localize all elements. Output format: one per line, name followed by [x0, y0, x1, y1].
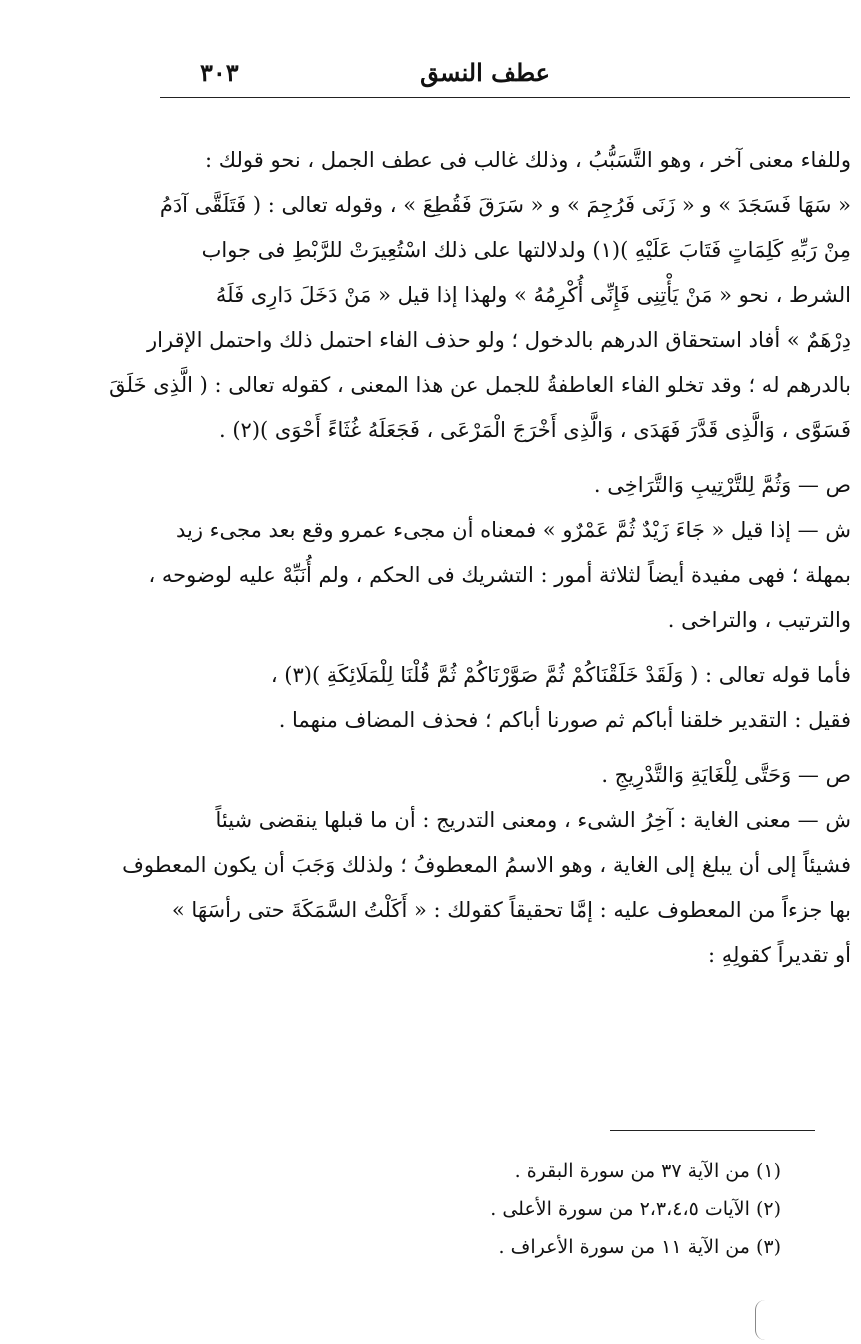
sharh-line: ش — إذا قيل « جَاءَ زَيْدٌ ثُمَّ عَمْرٌو » فمعناه أن مجىء عمرو وقع بعد مجىء زيد — [175, 518, 851, 542]
example-line: فأما قوله تعالى : ( وَلَقَدْ خَلَقْنَاكُمْ ثُمَّ صَوَّرْنَاكُمْ ثُمَّ قُلْنَا لِلْمَلَائِكَةِ )(٣) ، — [270, 663, 851, 687]
footnote-rule — [610, 1130, 815, 1131]
sharh-line: فشيئاً إلى أن يبلغ إلى الغاية ، وهو الاسمُ المعطوفُ ؛ ولذلك وَجَبَ أن يكون المعطوف — [122, 853, 851, 877]
spacer — [21, 453, 851, 463]
example-line: فقيل : التقدير خلقنا أباكم ثم صورنا أباكم ؛ فحذف المضاف منهما . — [278, 708, 851, 732]
text-line: بالدرهم له ؛ وقد تخلو الفاء العاطفةُ للجمل عن هذا المعنى ، كقوله تعالى : ( الَّذِى خَلَقَ — [109, 373, 851, 397]
chapter-title: عطف النسق — [420, 58, 550, 87]
page-edge-mark — [755, 1300, 766, 1340]
text-line: دِرْهَمٌ » أفاد استحقاق الدرهم بالدخول ؛ ولو حذف الفاء احتمل ذلك واحتمل الإقرار — [147, 328, 851, 352]
page-header — [150, 58, 850, 98]
main-text — [21, 138, 851, 978]
spacer — [21, 643, 851, 653]
sharh-line: بها جزءاً من المعطوف عليه : إمَّا تحقيقاً كقولك : « أَكَلْتُ السَّمَكَةَ حتى رأسَهَا » — [171, 898, 851, 922]
footnotes — [81, 1152, 781, 1266]
page-number: ٣٠٣ — [200, 58, 239, 87]
sharh-line: والترتيب ، والتراخى . — [667, 608, 851, 632]
sharh-line: بمهلة ؛ فهى مفيدة أيضاً لثلاثة أمور : التشريك فى الحكم ، ولم أُنَبِّهْ عليه لوضوحه ، — [148, 563, 851, 587]
footnote-1: (١) من الآية ٣٧ من سورة البقرة . — [514, 1160, 781, 1182]
header-rule — [160, 97, 850, 98]
footnote-2: (٢) الآيات ٢،٣،٤،٥ من سورة الأعلى . — [490, 1198, 781, 1220]
matn-hatta: ص — وَحَتَّى لِلْغَايَةِ وَالتَّدْرِيجِ . — [601, 763, 851, 787]
footnote-3: (٣) من الآية ١١ من سورة الأعراف . — [498, 1236, 781, 1258]
text-line: وللفاء معنى آخر ، وهو التَّسَبُّبُ ، وذلك غالب فى عطف الجمل ، نحو قولك : — [205, 148, 851, 172]
text-line: فَسَوَّى ، وَالَّذِى قَدَّرَ فَهَدَى ، وَالَّذِى أَخْرَجَ الْمَرْعَى ، فَجَعَلَهُ غُثَاءً أَحْوَى )(٢) . — [218, 418, 851, 442]
text-line: « سَهَا فَسَجَدَ » و « زَنَى فَرُجِمَ » و « سَرَقَ فَقُطِعَ » ، وقوله تعالى : ( فَتَلَقَّى آدَمُ — [159, 193, 851, 217]
matn-thumma: ص — وَثُمَّ لِلتَّرْتِيبِ وَالتَّرَاخِى . — [593, 473, 851, 497]
spacer — [21, 743, 851, 753]
text-line: الشرط ، نحو « مَنْ يَأْتِنِى فَإِنِّى أُكْرِمُهُ » ولهذا إذا قيل « مَنْ دَخَلَ دَارِى فَلَهُ — [215, 283, 851, 307]
sharh-line: أو تقديراً كقولِهِ : — [708, 943, 851, 967]
sharh-line: ش — معنى الغاية : آخِرُ الشىء ، ومعنى التدريج : أن ما قبلها ينقضى شيئاً — [215, 808, 851, 832]
text-line: مِنْ رَبِّهِ كَلِمَاتٍ فَتَابَ عَلَيْهِ )(١) ولدلالتها على ذلك اسْتُعِيرَتْ للرَّبْطِ فى جواب — [201, 238, 851, 262]
